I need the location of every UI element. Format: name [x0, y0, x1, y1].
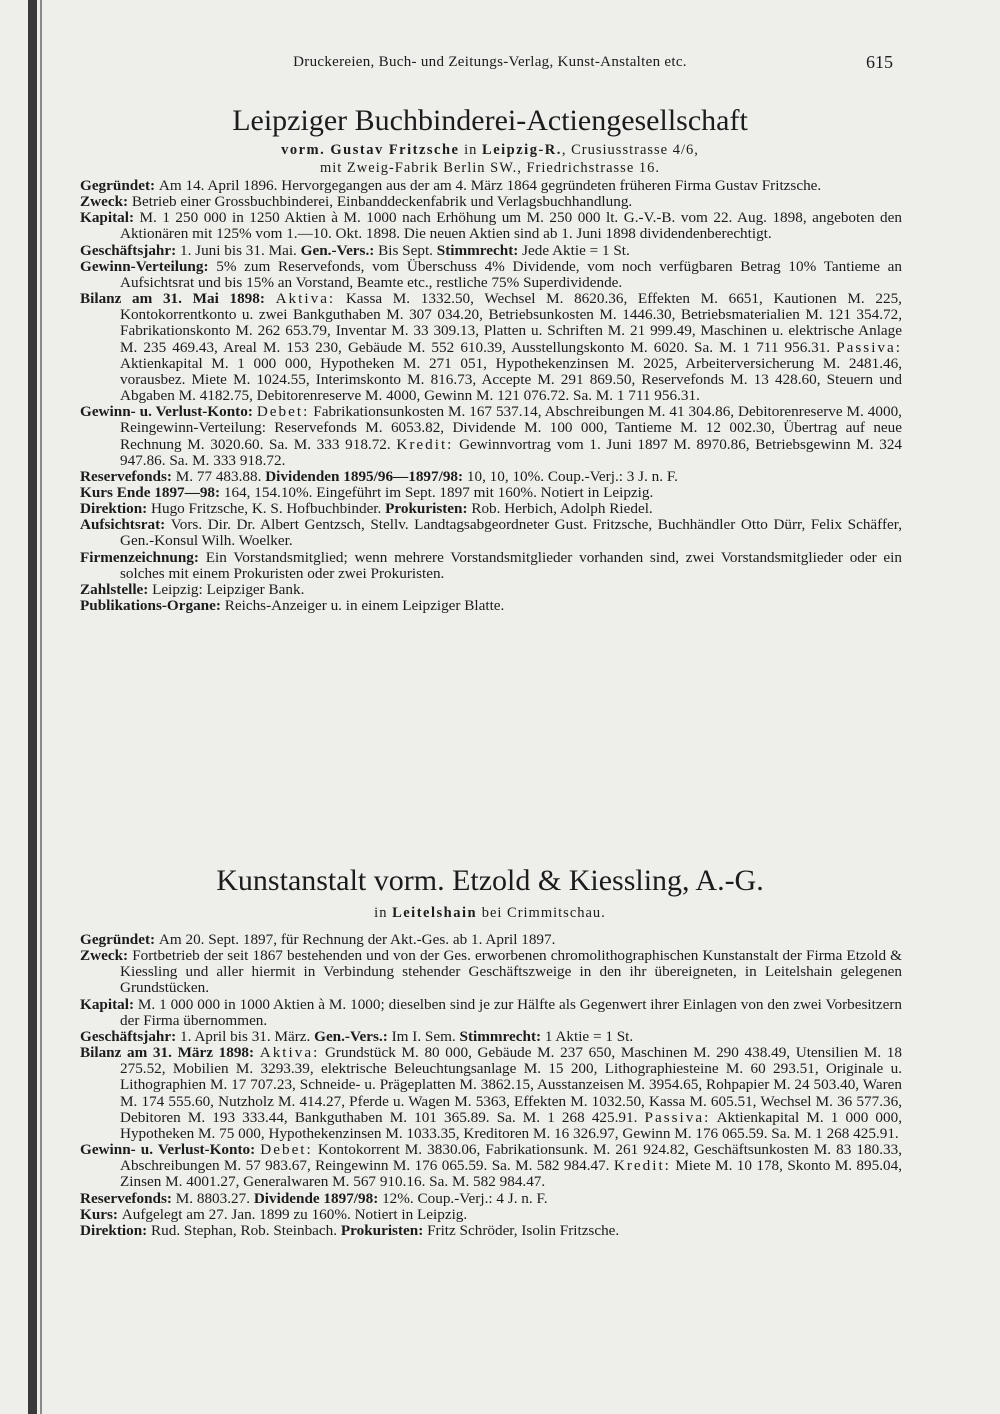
entry-paragraph	[80, 932, 902, 948]
field-text: Gewinnvortrag vom 1. Juni 1897 M. 8970.86, Betriebsgewinn M. 324 947.86. Sa. M. 333 918.72.	[120, 435, 903, 469]
entry-paragraph	[80, 243, 902, 259]
entry-paragraph	[80, 1142, 902, 1190]
entry-paragraph	[80, 178, 902, 194]
field-text: Vors. Dir. Dr. Albert Gentzsch, Stellv. Landtagsabgeordneter Gust. Fritzsche, Buchhändler Otto Dürr, Felix Schäffer, Gen.-Konsul Wilh. Woelker.	[120, 516, 902, 550]
book-binding-edge	[28, 0, 37, 1414]
section-subtitle	[80, 160, 900, 177]
field-text: mit Zweig-Fabrik Berlin SW., Friedrichstrasse 16.	[319, 160, 661, 176]
account-side-label: Kredit:	[613, 1157, 671, 1175]
field-label: Direktion:	[80, 500, 152, 518]
section-title-buchbinderei: Leipziger Buchbinderei-Actiengesellschaft	[232, 104, 748, 137]
entry-paragraph	[80, 194, 902, 210]
field-text: Kontokorrent M. 3830.06, Fabrikationsunk. M. 261 924.82, Geschäftsunkosten M. 83 180.33, Abschreibungen M. 57 983.67, Reingewinn M. 176 065.59. Sa. M. 582 984.47.	[120, 1141, 902, 1175]
account-side-label: Passiva:	[836, 338, 902, 356]
entry-paragraph	[80, 997, 902, 1029]
field-label: Geschäftsjahr:	[80, 1027, 180, 1045]
account-side-label: Passiva:	[644, 1108, 711, 1126]
field-text: Fortbetrieb der seit 1867 bestehenden und von der Ges. erworbenen chromolithographischen Kunstanstalt der Firma Etzold & Kiessling und aller hiermit in Verbindung stehender Geschäftszweige in den ihr übereigneten, in Leitelshain gelegenen Grundstücken.	[120, 947, 902, 997]
entry-paragraph	[80, 550, 902, 582]
field-text: Fritz Schröder, Isolin Fritzsche.	[427, 1221, 620, 1239]
field-label: Leipzig-R.	[482, 142, 562, 158]
field-text: Rud. Stephan, Rob. Steinbach.	[151, 1221, 341, 1239]
field-label: Kurs Ende 1897—98:	[80, 483, 224, 501]
field-label: Dividende 1897/98:	[253, 1189, 383, 1207]
field-label: Dividenden 1895/96—1897/98:	[265, 467, 467, 485]
field-text: M. 1 250 000 in 1250 Aktien à M. 1000 nach Erhöhung um M. 250 000 lt. G.-V.-B. vom 22. Aug. 1898, angeboten den Aktionären mit 125% vom 1.—10. Okt. 1898. Die neuen Aktien sind ab 1. Juni 1898 dividendenberechtigt.	[120, 209, 902, 243]
book-binding-shadow	[40, 0, 42, 1414]
field-text: Ein Vorstandsmitglied; wenn mehrere Vorstandsmitglieder vorhanden sind, zwei Vorstandsmitglieder oder ein solches mit einem Prokuristen oder zwei Prokuristen.	[120, 548, 902, 582]
field-text: Aktienkapital M. 1 000 000, Hypotheken M. 75 000, Hypothekenzinsen M. 1033.35, Kreditoren M. 16 326.97, Gewinn M. 176 065.59. Sa. M. 1 268 425.91.	[120, 1108, 902, 1142]
field-label: Gen.-Vers.:	[314, 1027, 392, 1045]
field-label: Aufsichtsrat:	[80, 516, 171, 534]
field-text: Aufgelegt am 27. Jan. 1899 zu 160%. Notiert in Leipzig.	[121, 1205, 468, 1223]
field-text: Betrieb einer Grossbuchbinderei, Einbanddeckenfabrik und Verlagsbuchhandlung.	[131, 193, 633, 211]
field-label: Gen.-Vers.:	[300, 241, 379, 259]
field-label: Zahlstelle:	[80, 580, 153, 598]
field-text: Am 14. April 1896. Hervorgegangen aus der am 4. März 1864 gegründeten früheren Firma Gustav Fritzsche.	[158, 177, 822, 194]
entry-paragraph	[80, 948, 902, 996]
field-label: Bilanz am 31. März 1898:	[80, 1044, 260, 1062]
field-text: bei Crimmitschau.	[477, 905, 606, 921]
field-label: Gewinn- u. Verlust-Konto:	[80, 403, 257, 421]
field-text: Rob. Herbich, Adolph Riedel.	[471, 500, 653, 518]
field-text: 1. Juni bis 31. Mai.	[179, 241, 301, 259]
entry-paragraph	[80, 1223, 902, 1239]
field-text: in	[374, 905, 393, 921]
field-label: Gewinn-Verteilung:	[80, 257, 217, 275]
field-text: M. 8803.27.	[175, 1189, 254, 1207]
entry-paragraph	[80, 517, 902, 549]
entry-paragraph	[80, 598, 902, 614]
entry-paragraph	[80, 469, 902, 485]
account-side-label: Debet:	[256, 403, 310, 421]
entry-paragraph	[80, 259, 902, 291]
field-label: Kurs:	[80, 1205, 122, 1223]
field-text: 1. April bis 31. März.	[179, 1027, 315, 1045]
field-label: Publikations-Organe:	[80, 597, 225, 615]
field-text: Leipzig: Leipziger Bank.	[152, 580, 305, 598]
entry-paragraph	[80, 404, 902, 469]
field-text: Hugo Fritzsche, K. S. Hofbuchbinder.	[151, 500, 386, 518]
account-side-label: Aktiva:	[275, 290, 336, 308]
field-label: Stimmrecht:	[459, 1027, 545, 1045]
field-label: Prokuristen:	[385, 500, 472, 518]
field-text: Reichs-Anzeiger u. in einem Leipziger Blatte.	[224, 597, 505, 615]
field-text: , Crusiusstrasse 4/6,	[561, 142, 699, 158]
entry-paragraph	[80, 485, 902, 501]
field-label: Geschäftsjahr:	[80, 241, 180, 259]
field-label: Gegründet:	[80, 177, 159, 194]
field-label: Kapital:	[80, 995, 138, 1013]
field-label: Gewinn- u. Verlust-Konto:	[80, 1141, 261, 1159]
field-text: Im I. Sem.	[391, 1027, 460, 1045]
field-label: Kapital:	[80, 209, 140, 227]
entry-paragraph	[80, 1207, 902, 1223]
field-label: Leitelshain	[392, 905, 478, 921]
account-side-label: Debet:	[260, 1141, 313, 1159]
field-label: vorm. Gustav Fritzsche	[281, 142, 460, 158]
field-label: Reservefonds:	[80, 1189, 176, 1207]
field-label: Reservefonds:	[80, 467, 176, 485]
field-text: in	[459, 142, 483, 158]
page-number: 615	[866, 52, 893, 72]
field-text: M. 1 000 000 in 1000 Aktien à M. 1000; dieselben sind je zur Hälfte als Gegenwert ihrer Einlagen von den zwei Vorbesitzern der Firma übernommen.	[120, 995, 902, 1029]
running-header: Druckereien, Buch- und Zeitungs-Verlag, Kunst-Anstalten etc.	[293, 54, 687, 70]
entry-paragraph	[80, 582, 902, 598]
entry-paragraph	[80, 1191, 902, 1207]
account-side-label: Kredit:	[396, 435, 454, 453]
field-text: Miete M. 10 178, Skonto M. 895.04, Zinsen M. 4001.27, Generalwaren M. 567 910.16. Sa. M. 582 984.47.	[120, 1157, 902, 1191]
entry-paragraph	[80, 210, 902, 242]
field-text: 1 Aktie = 1 St.	[544, 1027, 634, 1045]
field-text: 10, 10, 10%. Coup.-Verj.: 3 J. n. F.	[466, 467, 678, 485]
account-side-label: Aktiva:	[259, 1044, 320, 1062]
field-text: Bis Sept.	[378, 241, 437, 259]
field-label: Zweck:	[80, 193, 132, 211]
section-subtitle	[80, 142, 900, 159]
field-text: Am 20. Sept. 1897, für Rechnung der Akt.-Ges. ab 1. April 1897.	[158, 931, 556, 948]
field-text: Kassa M. 1332.50, Wechsel M. 8620.36, Effekten M. 6651, Kautionen M. 225, Kontokorrentkonto u. zwei Bankguthaben M. 307 034.20, Betriebsunkosten M. 1446.30, Betriebsmaterialien M. 121 354.72, Fabrikationskonto M. 262 653.79, Inventar M. 33 309.13, Platten u. Schriften M. 21 999.49, Maschinen u. elektrische Anlage M. 235 469.43, Areal M. 153 230, Gebäude M. 552 610.39, Ausstellungskonto M. 6020. Sa. M. 1 711 956.31.	[120, 290, 902, 356]
field-label: Zweck:	[80, 947, 133, 965]
section-body-buchbinderei	[80, 178, 902, 614]
field-label: Direktion:	[80, 1221, 152, 1239]
field-label: Prokuristen:	[340, 1221, 428, 1239]
entry-paragraph	[80, 1045, 902, 1142]
section-body-kunstanstalt	[80, 932, 902, 1239]
field-text: Aktienkapital M. 1 000 000, Hypotheken M. 271 051, Hypothekenzinsen M. 2025, Arbeiterversicherung M. 2481.46, vorausbez. Miete M. 1024.55, Interimskonto M. 816.73, Accepte M. 291 869.50, Reservefonds M. 13 428.60, Steuern und Abgaben M. 4182.75, Debitorenreserve M. 4000, Gewinn M. 121 076.72. Sa. M. 1 711 956.31.	[120, 354, 902, 405]
field-label: Gegründet:	[80, 931, 159, 948]
field-label: Bilanz am 31. Mai 1898:	[80, 290, 276, 308]
field-text: Grundstück M. 80 000, Gebäude M. 237 650, Maschinen M. 290 438.49, Utensilien M. 18 275.52, Mobilien M. 3293.39, elektrische Beleuchtungsanlage M. 15 200, Lithographiesteine M. 60 293.51, Originale u. Lithographien M. 17 707.23, Schneide- u. Prägeplatten M. 3862.15, Ausstanzeisen M. 3954.65, Rohpapier M. 24 503.40, Waren M. 174 555.60, Nutzholz M. 414.27, Pferde u. Wagen M. 5363, Effekten M. 1032.50, Kassa M. 605.51, Wechsel M. 36 577.36, Debitoren M. 193 333.44, Bankguthaben M. 101 365.89. Sa. M. 1 268 425.91.	[120, 1044, 902, 1126]
field-text: 12%. Coup.-Verj.: 4 J. n. F.	[382, 1189, 548, 1207]
field-label: Firmenzeichnung:	[80, 548, 206, 566]
entry-paragraph	[80, 291, 902, 404]
entry-paragraph	[80, 501, 902, 517]
section-title-kunstanstalt: Kunstanstalt vorm. Etzold & Kiessling, A.-G.	[216, 864, 764, 897]
field-label: Stimmrecht:	[436, 241, 523, 259]
entry-paragraph	[80, 1029, 902, 1045]
field-text: Jede Aktie = 1 St.	[522, 241, 630, 259]
field-text: 5% zum Reservefonds, vom Überschuss 4% Dividende, vom noch verfügbaren Betrag 10% Tantieme an Aufsichtsrat und bis 15% an Vorstand, Beamte etc., restliche 75% Superdividende.	[120, 257, 903, 291]
field-text: 164, 154.10%. Eingeführt im Sept. 1897 mit 160%. Notiert in Leipzig.	[223, 483, 654, 501]
field-text: M. 77 483.88.	[175, 467, 266, 485]
field-text: Fabrikationsunkosten M. 167 537.14, Abschreibungen M. 41 304.86, Debitorenreserve M. 4000, Reingewinn-Verteilung: Reservefonds M. 6053.82, Dividende M. 100 000, Tantieme M. 12 002.30, Übertrag auf neue Rechnung M. 3020.60. Sa. M. 333 918.72.	[120, 403, 902, 453]
section-subtitle	[80, 905, 900, 922]
